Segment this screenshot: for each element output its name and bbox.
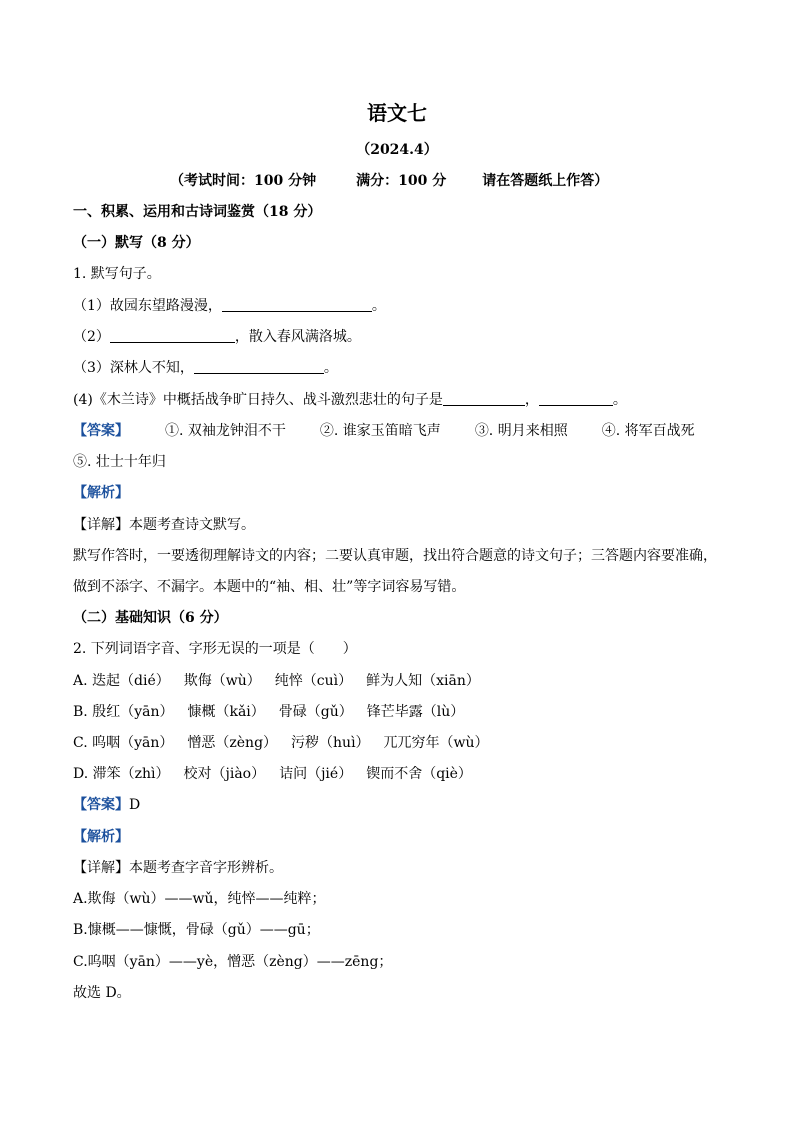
q2-option-a-word-3: 纯悴（cuì） (274, 673, 353, 689)
exam-instruction: 请在答题纸上作答） (482, 173, 609, 189)
q1-blank-5[interactable] (539, 391, 613, 406)
q2-option-c (73, 733, 489, 753)
q2-option-c-word-4: 兀兀穷年（wù） (383, 735, 489, 751)
q1-answer-1: ①. 双袖龙钟泪不干 (165, 423, 286, 439)
q2-option-d-word-2: 校对（jiào） (183, 766, 266, 782)
q1-blank-1[interactable] (222, 297, 372, 312)
q1-analysis-tag: 【解析】 (73, 485, 129, 501)
exam-date: （2024.4） (356, 142, 438, 158)
q2-detail-tag: 【详解】 (73, 860, 129, 876)
q1-blank-2[interactable] (110, 328, 235, 343)
q1-item-1-text: （1）故园东望路漫漫， (73, 298, 222, 314)
q2-option-a-word-1: A. 迭起（dié） (73, 673, 170, 689)
q2-detail (73, 858, 283, 878)
q1-item-4-text: (4)《木兰诗》中概括战争旷日持久、战斗激烈悲壮的句子是 (73, 392, 443, 408)
q1-answer-5: ⑤. 壮士十年归 (73, 454, 166, 470)
q2-option-b-word-1: B. 殷红（yān） (73, 704, 174, 720)
q2-option-c-word-2: 憎恶（zèng） (187, 735, 278, 751)
q2-explain-b: B.慷概——慷慨，骨碌（gǔ）——gū； (73, 922, 320, 938)
q2-option-b-word-2: 慷概（kǎi） (187, 704, 265, 720)
document-title: 语文七 (367, 101, 427, 125)
q2-conclusion: 故选 D。 (73, 985, 131, 1001)
q1-item-4-end: 。 (612, 392, 627, 408)
q2-option-a (73, 671, 480, 691)
q1-detail-tag: 【详解】 (73, 517, 129, 533)
exam-time: （考试时间：100 分钟 (170, 173, 317, 189)
q1-answer-line (73, 421, 695, 441)
q1-item-1 (73, 296, 386, 316)
section-1-part-2-title: （二）基础知识（6 分） (73, 610, 228, 626)
q1-explain-line-2: 做到不添字、不漏字。本题中的“袖、相、壮”等字词容易写错。 (73, 579, 466, 595)
q1-answer-tag: 【答案】 (73, 423, 129, 439)
q1-item-2-text: （2） (73, 329, 110, 345)
q2-stem: 2. 下列词语字音、字形无误的一项是（ ） (73, 641, 357, 657)
q1-item-4-mid: ， (524, 392, 539, 408)
q1-blank-3[interactable] (194, 359, 324, 374)
full-score: 满分：100 分 (356, 173, 447, 189)
q1-answer-2: ②. 谁家玉笛暗飞声 (319, 423, 441, 439)
q1-answer-4: ④. 将军百战死 (601, 423, 695, 439)
q2-explain-a: A.欺侮（wù）——wǔ，纯悴——纯粹； (73, 891, 326, 907)
q2-option-a-word-4: 鲜为人知（xiān） (366, 673, 480, 689)
q2-detail-text: 本题考查字音字形辨析。 (129, 860, 283, 876)
q2-option-d-word-3: 诘问（jié） (279, 766, 353, 782)
q2-option-b (73, 702, 464, 722)
q1-stem: 1. 默写句子。 (73, 266, 161, 282)
q1-item-1-end: 。 (371, 298, 386, 314)
q2-option-d-word-4: 锲而不舍（qiè） (366, 766, 472, 782)
q2-option-c-word-1: C. 呜咽（yān） (73, 735, 174, 751)
q2-option-b-word-3: 骨碌（gǔ） (278, 704, 353, 720)
q1-item-3-end: 。 (323, 360, 338, 376)
q2-answer: D (129, 797, 141, 813)
q1-detail-text: 本题考查诗文默写。 (129, 517, 255, 533)
q2-explain-c: C.呜咽（yān）——yè，憎恶（zèng）——zēng； (73, 954, 393, 970)
q2-option-d-word-1: D. 滞笨（zhì） (73, 766, 170, 782)
q2-answer-tag: 【答案】 (73, 797, 129, 813)
q1-item-2 (73, 327, 361, 347)
section-1-part-1-title: （一）默写（8 分） (73, 235, 200, 251)
q1-item-3-text: （3）深林人不知， (73, 360, 194, 376)
q2-option-a-word-2: 欺侮（wù） (183, 673, 261, 689)
q1-item-3 (73, 358, 338, 378)
section-1-title: 一、积累、运用和古诗词鉴赏（18 分） (73, 204, 322, 220)
q1-answer-3: ③. 明月来相照 (474, 423, 568, 439)
exam-info (170, 171, 608, 191)
q1-explain-line-1: 默写作答时，一要透彻理解诗文的内容；二要认真审题，找出符合题意的诗文句子；三答题内容要准确， (73, 548, 717, 564)
q2-option-c-word-3: 污秽（huì） (291, 735, 370, 751)
q1-detail (73, 515, 255, 535)
q2-analysis-tag: 【解析】 (73, 829, 129, 845)
q2-option-d (73, 764, 472, 784)
q1-item-4 (73, 390, 627, 410)
q1-item-2-end: ，散入春风满洛城。 (234, 329, 361, 345)
q2-option-b-word-4: 锋芒毕露（lù） (366, 704, 465, 720)
q1-blank-4[interactable] (443, 391, 525, 406)
q2-answer-line (73, 795, 140, 815)
